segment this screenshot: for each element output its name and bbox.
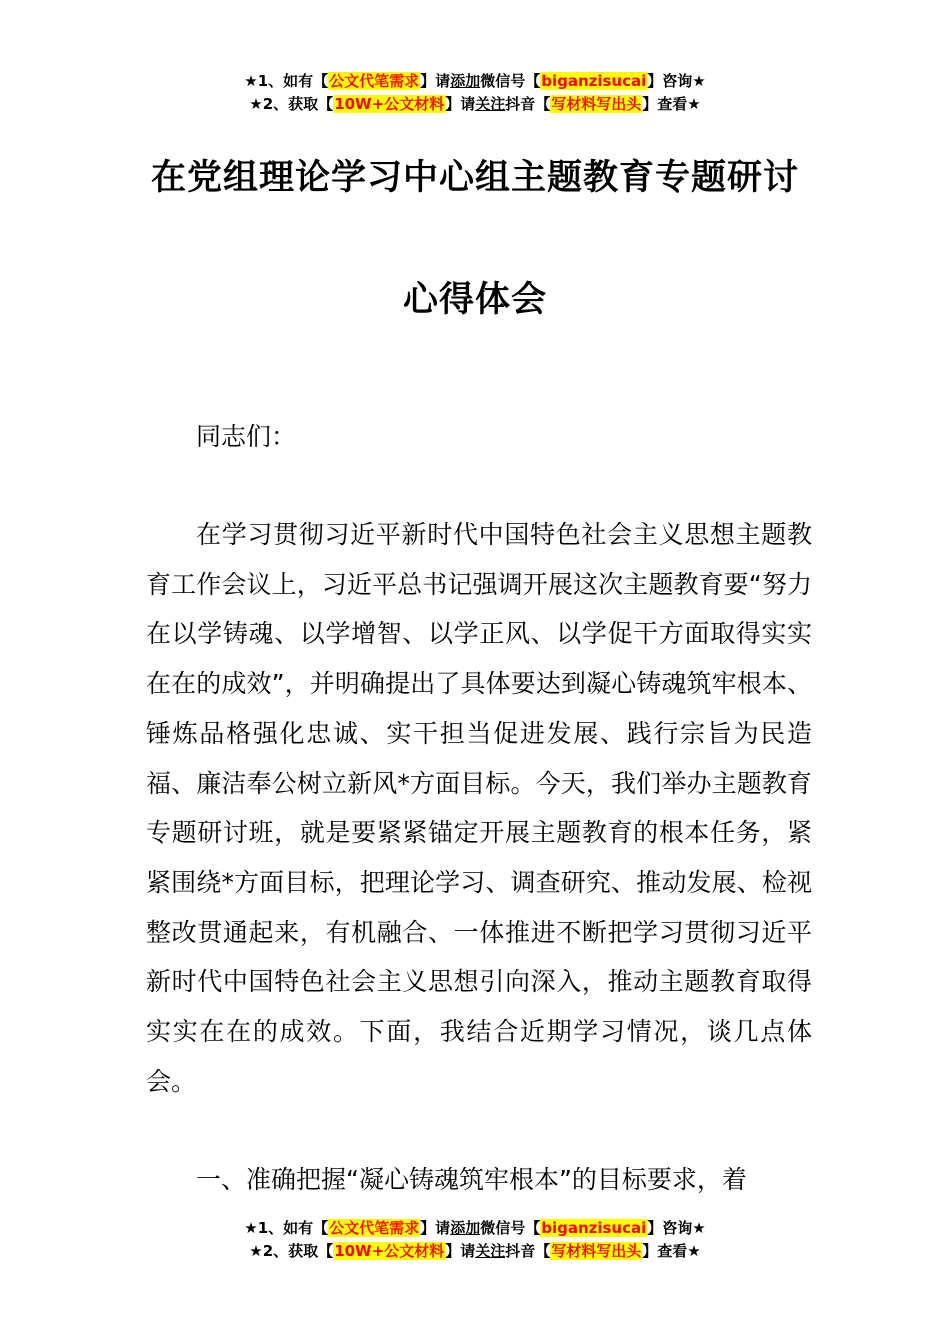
promo-emphasis: 关注	[475, 1242, 506, 1260]
section-heading: 一、准确把握“凝心铸魂筑牢根本”的目标要求，着	[196, 1165, 747, 1194]
promo-highlight: biganzisucai	[541, 1219, 647, 1237]
promo-highlight: 10W+公文材料	[334, 95, 445, 113]
promo-text: 】咨询★	[647, 72, 706, 90]
promo-text: 】请	[445, 1242, 476, 1260]
promo-highlight: 10W+公文材料	[334, 1242, 445, 1260]
promo-emphasis: 添加	[450, 1219, 481, 1237]
promo-text: 】查看★	[642, 95, 701, 113]
promo-highlight: 公文代笔需求	[329, 1219, 420, 1237]
promo-line-2	[0, 93, 950, 116]
promo-text: ★1、如有【	[244, 72, 329, 90]
promo-banner-bottom	[0, 1217, 950, 1263]
promo-text: 】查看★	[642, 1242, 701, 1260]
promo-highlight: biganzisucai	[541, 72, 647, 90]
body-paragraph: 在学习贯彻习近平新时代中国特色社会主义思想主题教育工作会议上，习近平总书记强调开展这次主题教育要“努力在以学铸魂、以学增智、以学正风、以学促干方面取得实实在在的成效”，并明确提出了具体要达到凝心铸魂筑牢根本、锤炼品格强化忠诚、实干担当促进发展、践行宗旨为民造福、廉洁奉公树立新风*方面目标。今天，我们举办主题教育专题研讨班，就是要紧紧锚定开展主题教育的根本任务，紧紧围绕*方面目标，把理论学习、调查研究、推动发展、检视整改贯通起来，有机融合、一体推进不断把学习贯彻习近平新时代中国特色社会主义思想引向深入，推动主题教育取得实实在在的成效。下面，我结合近期学习情况，谈几点体会。	[146, 520, 812, 1096]
promo-text: 】请	[445, 95, 476, 113]
promo-text: ★2、获取【	[249, 1242, 334, 1260]
promo-highlight: 写材料写出头	[551, 95, 642, 113]
promo-text: 】请	[420, 72, 451, 90]
promo-text: 】咨询★	[647, 1219, 706, 1237]
promo-highlight: 公文代笔需求	[329, 72, 420, 90]
promo-banner-top	[0, 70, 950, 116]
promo-text: 微信号【	[480, 72, 541, 90]
salutation: 同志们：	[196, 422, 297, 451]
promo-text: 抖音【	[505, 1242, 551, 1260]
promo-line-1	[0, 70, 950, 93]
promo-emphasis: 添加	[450, 72, 481, 90]
promo-line-2	[0, 1240, 950, 1263]
promo-text: 微信号【	[480, 1219, 541, 1237]
promo-highlight: 写材料写出头	[551, 1242, 642, 1260]
promo-text: ★1、如有【	[244, 1219, 329, 1237]
promo-text: ★2、获取【	[249, 95, 334, 113]
promo-text: 】请	[420, 1219, 451, 1237]
promo-text: 抖音【	[505, 95, 551, 113]
promo-line-1	[0, 1217, 950, 1240]
document-title-line-2: 心得体会	[402, 280, 547, 320]
document-title-line-1: 在党组理论学习中心组主题教育专题研讨	[150, 158, 799, 198]
promo-emphasis: 关注	[475, 95, 506, 113]
